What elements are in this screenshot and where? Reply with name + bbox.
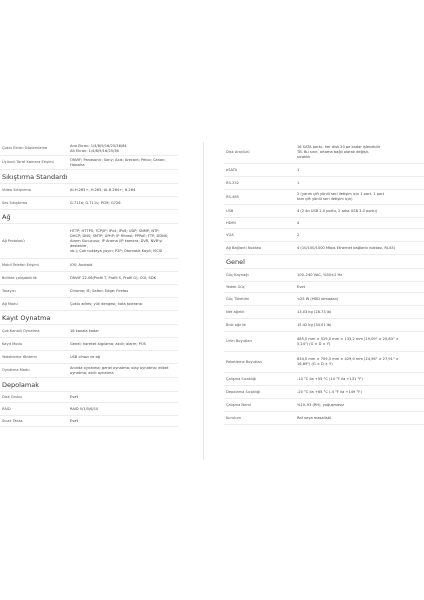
spec-value — [297, 177, 424, 189]
spec-label: Ağ Bağlantı Noktası — [226, 245, 262, 250]
spec-value-line: Alt Ekran: 1/4/8/9/16/25/36 — [70, 148, 119, 153]
spec-label: Birlikte çalışabilirlik — [2, 275, 37, 280]
spec-row — [224, 412, 424, 425]
spec-value — [297, 332, 424, 351]
spec-label: Kurulum — [226, 415, 241, 420]
spec-label: Tarayıcı — [2, 288, 16, 293]
spec-value-line: %10–93 (RH), yoğuşmasız — [297, 402, 345, 407]
spec-label: Ürün Boyutları — [226, 339, 252, 343]
spec-value-line: Evet — [297, 284, 306, 289]
spec-value-line: vb.); Çok noktaya yayın; P2P; Otomatik Kayıt; ISCSI — [70, 248, 163, 253]
spec-label: HDMI — [226, 220, 236, 225]
spec-value-line: 4 (10/100/1000 Mbps Ethernet bağlantı noktası, RJ-45) — [297, 245, 396, 250]
spec-row — [0, 403, 178, 416]
spec-label: RS-485 — [226, 194, 239, 199]
spec-label: eSATA — [226, 167, 238, 172]
spec-value-line: 4 — [297, 220, 300, 225]
spec-row — [224, 399, 424, 412]
spec-row — [0, 184, 178, 197]
spec-value-line: -10 °C ila +55 °C (14 °F ila +131 °F) — [297, 376, 363, 381]
spec-row — [0, 416, 178, 427]
spec-row — [0, 298, 178, 311]
column-divider — [203, 142, 204, 460]
spec-row — [0, 392, 178, 403]
spec-label: Disk Arayüzü — [226, 150, 250, 154]
spec-row — [0, 142, 178, 156]
spec-value — [70, 416, 178, 426]
spec-value — [70, 403, 178, 415]
spec-value-line: 634,0 mm × 709,0 mm × 429,0 mm (24,96" × 27,91" × — [297, 357, 399, 361]
spec-value-line: HTTP; HTTPS; TCP/IP; IPv4; IPv6; UDP; SNMP; NTP; — [70, 228, 160, 233]
spec-row — [224, 319, 424, 332]
spec-value-line: 100–240 VAC, %50±2 Hz — [297, 272, 343, 277]
spec-row — [224, 306, 424, 319]
spec-value-line: AI-H.265+; H.265; AI-H.264+; H.264 — [70, 187, 136, 192]
spec-value-line: 4 (2 ön USB 2.0 portu, 2 arka USB 3.0 portu) — [297, 208, 378, 213]
spec-value — [297, 282, 424, 292]
spec-row — [224, 269, 424, 282]
spec-value — [70, 325, 178, 337]
spec-value-line: 16 kanala kadar — [70, 328, 99, 333]
spec-label: Kayıt Modu — [2, 341, 23, 346]
spec-value-line: G.711a; G.711u; PCM; G726 — [70, 200, 121, 205]
spec-value — [70, 259, 178, 271]
spec-value-line: 2 — [297, 232, 300, 237]
spec-value — [70, 197, 178, 209]
spec-row — [224, 293, 424, 306]
spec-value — [297, 164, 424, 176]
spec-label: Çalışma Nemi — [226, 402, 251, 407]
spec-row — [224, 242, 424, 255]
spec-value-line: iOS; Android — [70, 262, 93, 267]
spec-label: Ağ Protokolü — [2, 238, 25, 243]
spec-label: Brüt ağırlık — [226, 322, 246, 327]
spec-row — [224, 332, 424, 352]
spec-table-left — [0, 142, 178, 427]
spec-label: Güç Kaynağı — [226, 272, 249, 277]
spec-value-line: 16 SATA portu, her disk 20 pe kadar işlenebilir — [297, 145, 381, 149]
spec-label: Yedekleme Yöntemi — [2, 354, 37, 359]
spec-label: Üçüncü Taraf Kamera Erişimi — [2, 160, 54, 164]
spec-value-line: ONVIF; Panasonic; Sony; Axis; Arecont; Pelco; Canon; — [70, 157, 166, 162]
section-heading: Depolamak — [0, 378, 178, 392]
section-heading: Kayıt Oynatma — [0, 311, 178, 325]
spec-value-line: Hanwha — [70, 162, 85, 167]
section-heading: Genel — [224, 255, 424, 269]
spec-row — [224, 142, 424, 164]
section-heading: Sıkıştırma Standardı — [0, 170, 178, 184]
spec-value-line: -20 °C ila +65 °C (-4 °F ila +149 °F) — [297, 389, 362, 394]
spec-label: RS-232 — [226, 180, 239, 185]
spec-row — [0, 272, 178, 285]
spec-value — [70, 351, 178, 363]
spec-value — [297, 306, 424, 318]
spec-value-line: Raf veya masaüstü — [297, 415, 332, 420]
spec-value-line: ONVIF 22.06(Profil T, Profil S, Profil G); CGI; SDK — [70, 275, 156, 280]
spec-value-line: Evet — [70, 394, 79, 399]
spec-value — [297, 399, 424, 411]
spec-value-line: tam çift yönlü seri iletişim için) — [297, 197, 353, 201]
spec-row — [224, 373, 424, 386]
spec-value — [70, 364, 178, 377]
spec-label: Mobil Telefon Erişimi — [2, 262, 39, 267]
spec-value — [70, 285, 178, 297]
spec-value-line: Evet — [70, 418, 79, 423]
spec-label: VGA — [226, 232, 234, 237]
spec-value-line: Chrome; IE; Safari; Edge; Firefox — [70, 288, 129, 293]
spec-value — [70, 298, 178, 310]
spec-label: RAID — [2, 406, 11, 411]
spec-value-line: 15.42 kg (34.01 lb) — [297, 322, 332, 327]
spec-value — [70, 184, 178, 196]
spec-value-line: USB cihazı ve ağ — [70, 354, 100, 359]
spec-row — [224, 386, 424, 399]
spec-row — [224, 164, 424, 177]
spec-row — [224, 205, 424, 218]
spec-row — [224, 352, 424, 373]
spec-value-line: 13.03 kg (28.73 lb) — [297, 309, 332, 314]
spec-value — [297, 319, 424, 331]
spec-value — [297, 352, 424, 372]
spec-value-line: RAID 0/1/5/6/10 — [70, 406, 99, 411]
spec-value — [70, 338, 178, 350]
spec-value-line: oynatma; akıllı oynatma — [70, 370, 114, 375]
spec-value-line: sıcaklık — [297, 155, 311, 159]
spec-row — [0, 259, 178, 272]
spec-value — [70, 224, 178, 258]
spec-value — [297, 412, 424, 424]
spec-label: Oynatma Modu — [2, 368, 30, 372]
spec-label: Güç Tüketimi — [226, 296, 250, 301]
spec-value — [297, 218, 424, 228]
spec-row — [0, 338, 178, 351]
spec-value-line: Ana Ekran: 1/4/8/9/16/25/36/64 — [70, 143, 127, 148]
spec-value — [70, 156, 178, 169]
spec-label: Paketleme Boyutları — [226, 359, 262, 364]
spec-row — [0, 156, 178, 170]
spec-row — [0, 224, 178, 259]
spec-label: Sıcak Takas — [2, 418, 23, 423]
spec-value — [297, 293, 424, 305]
spec-row — [0, 364, 178, 378]
spec-value — [297, 386, 424, 398]
spec-value — [70, 142, 178, 155]
spec-row — [224, 190, 424, 205]
spec-row — [0, 197, 178, 210]
spec-value — [297, 242, 424, 254]
spec-value-line: 1 — [297, 180, 300, 185]
spec-value-line: 2 (yarım çift yönlü seri iletişim için 1 port, 1 port — [297, 192, 385, 196]
spec-value-line: 5,24") (G × D × Y) — [297, 341, 331, 346]
spec-row — [0, 285, 178, 298]
spec-label: USB — [226, 208, 234, 213]
spec-value-line: Alarm Sunucusu; IP Arama (IP kamera; DVR, NVR'yi destekler, — [70, 238, 163, 248]
spec-label: Çoklu Ekran Gözlemleme — [2, 146, 48, 150]
spec-label: Çalışma Sıcaklığı — [226, 376, 257, 381]
spec-value-line: 485,0 mm × 529,0 mm × 133,2 mm (19,09" × 20,83" × — [297, 336, 399, 341]
spec-value — [70, 392, 178, 402]
spec-value — [297, 373, 424, 385]
spec-value-line: Çoklu adres; yük dengesi; hata toleransı — [70, 301, 143, 306]
spec-value-line: 16,89") (G × D × Y) — [297, 362, 333, 366]
spec-value-line: <25 W (HDD olmadan) — [297, 296, 339, 301]
spec-table-right — [224, 142, 424, 425]
spec-value — [70, 272, 178, 284]
section-heading: Ağ — [0, 210, 178, 224]
spec-row — [224, 218, 424, 229]
spec-value-line: TB. Bu sınır, ortama bağlı olarak değişir. — [297, 150, 370, 154]
spec-label: Yedek Güç — [226, 284, 245, 289]
spec-value-line: Anında oynatma; genel oynatma; olay oynatma; etiket — [70, 365, 169, 370]
spec-row — [0, 325, 178, 338]
spec-row — [224, 177, 424, 190]
spec-value-line: DHCP; DNS; SMTP; UPnP; IP Filtresi; PPPoE; FTP; DDNS; — [70, 233, 169, 238]
spec-label: Çok Kanallı Oynatma — [2, 328, 40, 333]
spec-label: Ağ Modu — [2, 301, 18, 306]
spec-label: Ses Sıkıştırma — [2, 200, 28, 205]
spec-row — [0, 351, 178, 364]
spec-value — [297, 190, 424, 204]
spec-value — [297, 142, 424, 163]
spec-label: Net ağırlık — [226, 309, 245, 314]
spec-value — [297, 205, 424, 217]
spec-value — [297, 229, 424, 241]
spec-row — [224, 282, 424, 293]
spec-label: Depolama Sıcaklığı — [226, 389, 261, 394]
spec-label: Disk Grubu — [2, 394, 22, 399]
spec-row — [224, 229, 424, 242]
spec-label: Video Sıkıştırma — [2, 187, 31, 192]
spec-value — [297, 269, 424, 281]
spec-value-line: Genel; hareket algılama; akıllı; alarm; POS — [70, 341, 146, 346]
spec-value-line: 1 — [297, 167, 300, 172]
